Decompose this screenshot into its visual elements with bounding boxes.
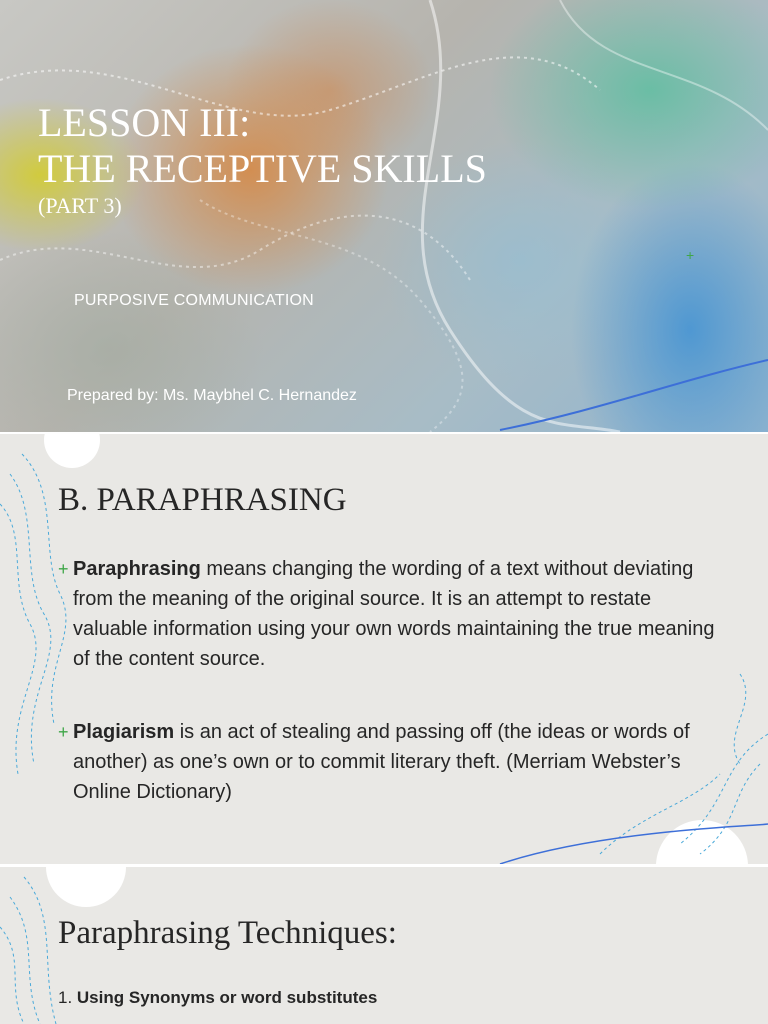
lesson-subtitle: (PART 3) (38, 193, 122, 218)
term-paraphrasing: Paraphrasing (73, 558, 201, 580)
definition-text: is an act of stealing and passing off (the ideas or words of another) as one’s own or to commit literary theft. (Merriam Webster’s Online Dictionary) (73, 721, 690, 803)
bullet-plus-icon: + (58, 722, 69, 742)
author-credit: Prepared by: Ms. Maybhel C. Hernandez (67, 387, 357, 404)
techniques-slide (0, 867, 768, 1024)
section-heading: B. PARAPHRASING (58, 482, 347, 518)
section-heading: Paraphrasing Techniques: (58, 915, 397, 951)
definition-paraphrasing (58, 554, 718, 674)
title-line-1: LESSON III: (38, 100, 251, 145)
definition-text: means changing the wording of a text without deviating from the meaning of the original source. It is an attempt to restate valuable information using your own words maintaining the true meaning of the content source. (73, 558, 715, 670)
plus-decoration: + (686, 247, 695, 263)
bullet-plus-icon: + (58, 559, 69, 579)
technique-label: Using Synonyms or word substitutes (76, 988, 378, 1007)
course-name: PURPOSIVE COMMUNICATION (74, 292, 314, 309)
technique-item-1 (58, 988, 377, 1008)
lesson-title (38, 100, 487, 192)
term-plagiarism: Plagiarism (73, 721, 175, 743)
definition-plagiarism (58, 717, 718, 807)
paraphrasing-slide (0, 434, 768, 864)
title-line-2: THE RECEPTIVE SKILLS (38, 146, 487, 191)
title-slide (0, 0, 768, 432)
technique-number: 1. (58, 988, 77, 1007)
